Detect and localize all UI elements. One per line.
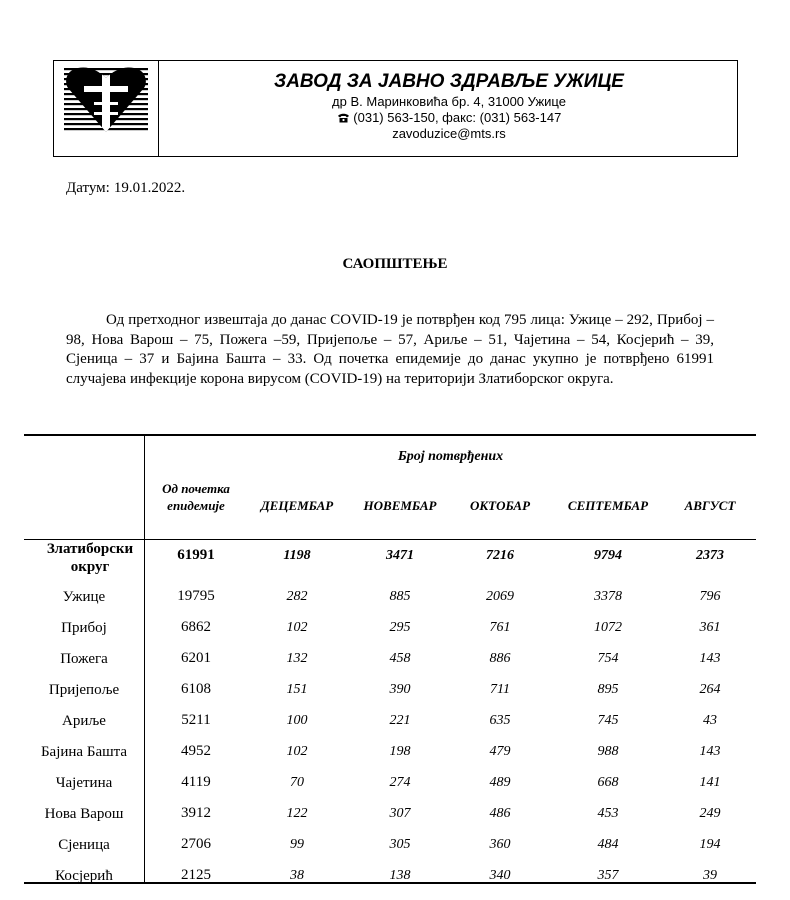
month-value-cell: 198 — [389, 744, 411, 759]
month-value-cell: 295 — [389, 620, 411, 635]
total-cell: 6201 — [181, 650, 211, 666]
table-row — [24, 737, 756, 768]
month-value-cell: 3378 — [594, 589, 622, 604]
month-value-cell: 3471 — [386, 548, 414, 563]
month-value-cell: 151 — [286, 682, 308, 697]
month-value-cell: 132 — [286, 651, 308, 666]
month-value-cell: 7216 — [486, 548, 514, 563]
month-value-cell: 2069 — [486, 589, 514, 604]
month-value-cell: 988 — [597, 744, 619, 759]
table-row — [24, 799, 756, 830]
month-value-cell: 1198 — [283, 548, 311, 563]
month-value-cell: 489 — [489, 775, 511, 790]
institution-title: ЗАВОД ЗА ЈАВНО ЗДРАВЉЕ УЖИЦЕ — [274, 71, 624, 92]
table-row — [24, 830, 756, 861]
month-value-cell: 102 — [286, 620, 308, 635]
month-value-cell: 711 — [490, 682, 510, 697]
institution-address: др В. Маринковића бр. 4, 31000 Ужице — [332, 94, 566, 109]
month-value-cell: 138 — [389, 868, 411, 883]
institution-info — [159, 61, 739, 142]
month-value-cell: 141 — [699, 775, 721, 790]
logo-cell — [54, 61, 159, 156]
total-cell: 19795 — [177, 588, 215, 604]
report-date — [66, 180, 189, 197]
month-value-cell: 307 — [389, 806, 411, 821]
total-cell: 2125 — [181, 867, 211, 883]
month-value-cell: 143 — [699, 744, 721, 759]
month-value-cell: 458 — [389, 651, 411, 666]
month-value-cell: 2373 — [696, 548, 724, 563]
column-header-total: Од почетка епидемије — [162, 481, 230, 513]
announcement-paragraph: Од претходног извештаја до данас COVID-19 је потврђен код 795 лица: Ужице – 292, Прибој – 98, Нова Варош – 75, Пожега –59, Пријепоље – 57, Ариље – 51, Чајетина – 54, Косјерић – 39, Сјеница – 37 и Бајина Башта – 33. Од почетка епидемије до данас укупно је потврђено 61991 случајева инфекције корона вирусом (COVID-19) на територији Златиборског округа. — [66, 312, 714, 387]
month-value-cell: 745 — [597, 713, 619, 728]
month-value-cell: 754 — [597, 651, 619, 666]
district-name-cell: Чајетина — [55, 775, 113, 791]
month-value-cell: 305 — [389, 837, 411, 852]
month-value-cell: 264 — [699, 682, 721, 697]
cases-table — [24, 434, 756, 884]
month-value-cell: 249 — [699, 806, 721, 821]
month-value-cell: 102 — [286, 744, 308, 759]
table-row — [24, 768, 756, 799]
total-cell: 2706 — [181, 836, 211, 852]
total-cell: 6108 — [181, 681, 211, 697]
district-name-cell: Златиборски округ — [46, 541, 134, 575]
institute-logo — [64, 66, 148, 134]
month-value-cell: 39 — [703, 868, 717, 883]
phone-icon — [337, 113, 350, 123]
month-value-cell: 357 — [597, 868, 619, 883]
month-value-cell: 38 — [290, 868, 304, 883]
month-value-cell: 194 — [699, 837, 721, 852]
month-value-cell: 453 — [597, 806, 619, 821]
total-cell: 4952 — [181, 743, 211, 759]
month-value-cell: 635 — [489, 713, 511, 728]
month-value-cell: 282 — [286, 589, 308, 604]
month-value-cell: 486 — [489, 806, 511, 821]
district-name-cell: Ариље — [62, 713, 106, 729]
month-value-cell: 274 — [389, 775, 411, 790]
district-name-cell: Прибој — [61, 620, 107, 636]
table-row — [24, 543, 756, 574]
district-name-cell: Косјерић — [55, 868, 113, 884]
month-value-cell: 761 — [489, 620, 511, 635]
district-name-cell: Пријепоље — [48, 682, 120, 698]
total-cell: 3912 — [181, 805, 211, 821]
month-value-cell: 668 — [597, 775, 619, 790]
column-header-september: СЕПТЕМБАР — [567, 498, 649, 513]
month-value-cell: 484 — [597, 837, 619, 852]
total-cell: 4119 — [181, 774, 211, 790]
date-value: 19.01.2022. — [113, 180, 186, 196]
month-value-cell: 390 — [389, 682, 411, 697]
month-value-cell: 43 — [703, 713, 717, 728]
institution-header — [53, 60, 738, 157]
phone-fax-text: (031) 563-150, факс: (031) 563-147 — [349, 110, 562, 125]
month-value-cell: 221 — [389, 713, 411, 728]
month-value-cell: 70 — [290, 775, 304, 790]
date-label: Датум: — [66, 180, 110, 196]
month-value-cell: 479 — [489, 744, 511, 759]
month-value-cell: 99 — [290, 837, 304, 852]
month-value-cell: 361 — [699, 620, 721, 635]
total-cell: 61991 — [177, 547, 215, 563]
announcement-heading: САОПШТЕЊЕ — [342, 256, 448, 272]
table-row — [24, 706, 756, 737]
month-value-cell: 9794 — [594, 548, 622, 563]
column-header-december: ДЕЦЕМБАР — [260, 498, 334, 513]
table-row — [24, 675, 756, 706]
district-name-cell: Сјеница — [58, 837, 110, 853]
table-row — [24, 861, 756, 892]
month-value-cell: 885 — [389, 589, 411, 604]
total-cell: 6862 — [181, 619, 211, 635]
table-row — [24, 644, 756, 675]
district-name-cell: Нова Варош — [44, 806, 124, 822]
table-group-header: Број потврђених — [397, 449, 504, 464]
column-header-november: НОВЕМБАР — [363, 498, 437, 513]
month-value-cell: 796 — [699, 589, 721, 604]
district-name-cell: Пожега — [60, 651, 108, 667]
month-value-cell: 895 — [597, 682, 619, 697]
column-header-august: АВГУСТ — [684, 498, 736, 513]
month-value-cell: 886 — [489, 651, 511, 666]
month-value-cell: 100 — [286, 713, 308, 728]
institution-phone — [159, 110, 739, 126]
month-value-cell: 143 — [699, 651, 721, 666]
district-name-cell: Ужице — [62, 589, 106, 605]
table-row — [24, 613, 756, 644]
month-value-cell: 360 — [489, 837, 511, 852]
institution-email: zavoduzice@mts.rs — [392, 126, 506, 141]
month-value-cell: 340 — [489, 868, 511, 883]
month-value-cell: 1072 — [594, 620, 622, 635]
month-value-cell: 122 — [286, 806, 308, 821]
table-row — [24, 582, 756, 613]
district-name-cell: Бајина Башта — [40, 744, 128, 760]
total-cell: 5211 — [181, 712, 211, 728]
column-header-october: ОКТОБАР — [469, 498, 531, 513]
